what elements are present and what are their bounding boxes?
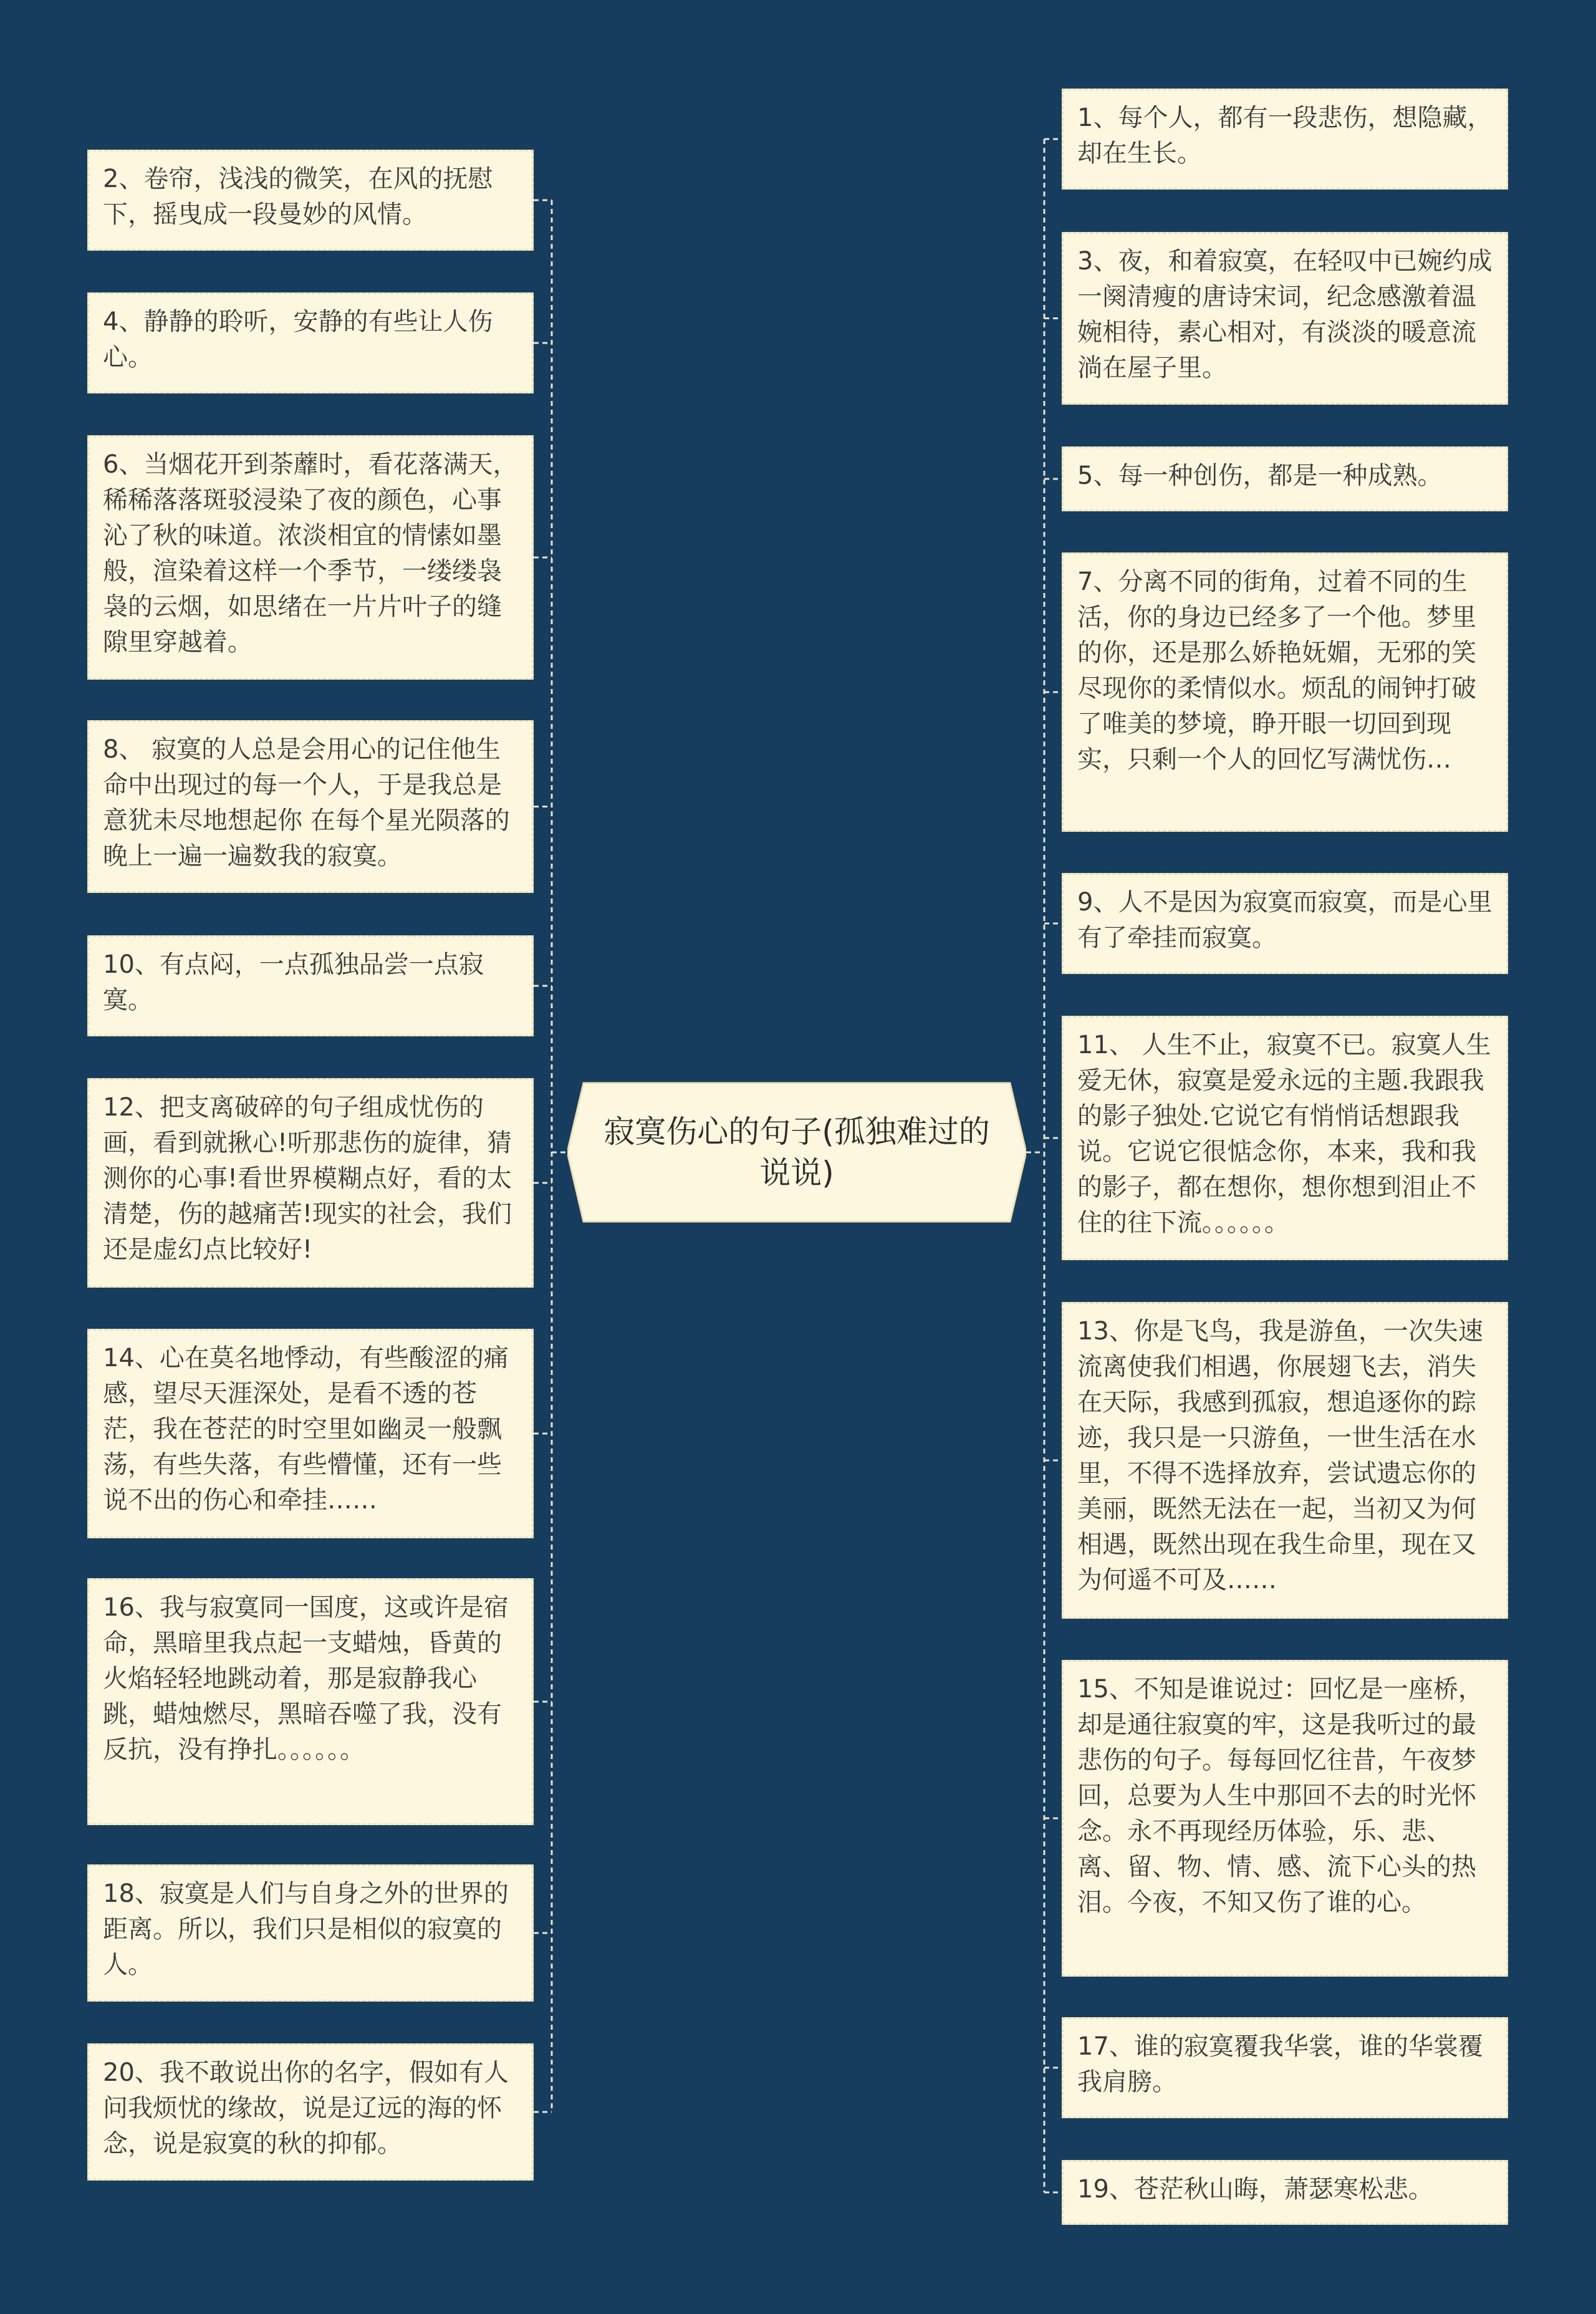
right-node-2[interactable]	[1062, 232, 1508, 405]
left-node-9[interactable]	[87, 1864, 534, 2002]
node-text: 15、不知是谁说过：回忆是一座桥，却是通往寂寞的牢，这是我听过的最悲伤的句子。每每回忆往昔，午夜梦回，总要为人生中那回不去的时光怀念。永不再现经历体验，乐、悲、离、留、物、情、感、流下心头的热泪。今夜，不知又伤了谁的心。	[1077, 1675, 1483, 1917]
node-text: 5、每一种创伤，都是一种成熟。	[1077, 461, 1443, 490]
right-node-10[interactable]	[1062, 2160, 1508, 2225]
left-node-3[interactable]	[87, 435, 534, 680]
node-text: 12、把支离破碎的句子组成忧伤的画，看到就揪心!听那悲伤的旋律，猜测你的心事!看世界模糊点好，看的太清楚，伤的越痛苦!现实的社会，我们还是虚幻点比较好!	[103, 1093, 512, 1264]
node-text: 17、谁的寂寞覆我华裳，谁的华裳覆我肩膀。	[1077, 2032, 1483, 2096]
node-text: 7、分离不同的街角，过着不同的生活，你的身边已经多了一个他。梦里的你，还是那么娇艳妩媚，无邪的笑尽现你的柔情似水。烦乱的闹钟打破了唯美的梦境，睁开眼一切回到现实，只剩一个人的回忆写满忧伤…	[1077, 567, 1476, 774]
root-title: 寂寞伤心的句子(孤独难过的说说)	[603, 1114, 990, 1191]
left-node-1[interactable]	[87, 150, 534, 251]
left-node-8[interactable]	[87, 1578, 534, 1825]
node-text: 2、卷帘，浅浅的微笑，在风的抚慰下，摇曳成一段曼妙的风情。	[103, 165, 493, 229]
node-text: 3、夜，和着寂寞，在轻叹中已婉约成一阕清瘦的唐诗宋词，纪念感激着温婉相待，素心相对，有淡淡的暖意流淌在屋子里。	[1077, 247, 1493, 382]
node-text: 6、当烟花开到荼蘼时，看花落满天，稀稀落落斑驳浸染了夜的颜色，心事沁了秋的味道。浓淡相宜的情愫如墨般，渲染着这样一个季节，一缕缕袅袅的云烟，如思绪在一片片叶子的缝隙里穿越着。	[103, 450, 518, 657]
left-node-4[interactable]	[87, 720, 534, 893]
node-text: 1、每个人，都有一段悲伤，想隐藏，却在生长。	[1077, 104, 1493, 168]
node-text: 19、苍茫秋山晦，萧瑟寒松悲。	[1077, 2175, 1433, 2204]
node-text: 13、你是飞鸟，我是游鱼，一次失速流离使我们相遇，你展翅飞去，消失在天际，我感到孤寂，想追逐你的踪迹，我只是一只游鱼，一世生活在水里，不得不选择放弃，尝试遗忘你的美丽，既然无法在一起，当初又为何相遇，既然出现在我生命里，现在又为何遥不可及……	[1077, 1317, 1483, 1594]
node-text: 4、静静的聆听，安静的有些让人伤心。	[103, 307, 493, 372]
left-node-7[interactable]	[87, 1329, 534, 1538]
node-text: 9、人不是因为寂寞而寂寞，而是心里有了牵挂而寂寞。	[1077, 888, 1493, 952]
left-node-5[interactable]	[87, 935, 534, 1036]
right-node-9[interactable]	[1062, 2017, 1508, 2118]
node-text: 8、 寂寞的人总是会用心的记住他生命中出现过的每一个人，于是我总是意犹未尽地想起你 在每个星光陨落的晚上一遍一遍数我的寂寞。	[103, 735, 510, 870]
left-node-6[interactable]	[87, 1078, 534, 1288]
right-node-8[interactable]	[1062, 1660, 1508, 1977]
node-text: 11、 人生不止，寂寞不已。寂寞人生爱无休，寂寞是爱永远的主题.我跟我的影子独处.它说它有悄悄话想跟我说。它说它很惦念你，本来，我和我的影子，都在想你，想你想到泪止不住的往下流。。。。。。	[1077, 1031, 1491, 1237]
right-node-1[interactable]	[1062, 89, 1508, 190]
node-text: 18、寂寞是人们与自身之外的世界的距离。所以，我们只是相似的寂寞的人。	[103, 1879, 509, 1979]
left-node-2[interactable]	[87, 292, 534, 393]
right-node-4[interactable]	[1062, 552, 1508, 832]
left-node-10[interactable]	[87, 2043, 534, 2181]
right-node-7[interactable]	[1062, 1302, 1508, 1619]
node-text: 20、我不敢说出你的名字，假如有人问我烦忧的缘故，说是辽远的海的怀念，说是寂寞的秋的抑郁。	[103, 2058, 509, 2158]
right-node-3[interactable]	[1062, 446, 1508, 511]
node-text: 16、我与寂寞同一国度，这或许是宿命，黑暗里我点起一支蜡烛，昏黄的火焰轻轻地跳动着，那是寂静我心跳，蜡烛燃尽，黑暗吞噬了我，没有反抗，没有挣扎。。。。。。	[103, 1593, 509, 1764]
right-node-5[interactable]	[1062, 873, 1508, 974]
root-node[interactable]	[567, 1081, 1026, 1224]
node-text: 14、心在莫名地悸动，有些酸涩的痛感，望尽天涯深处，是看不透的苍茫，我在苍茫的时空里如幽灵一般飘荡，有些失落，有些懵懂，还有一些说不出的伤心和牵挂……	[103, 1344, 509, 1515]
node-text: 10、有点闷，一点孤独品尝一点寂寞。	[103, 950, 484, 1015]
right-node-6[interactable]	[1062, 1016, 1508, 1260]
